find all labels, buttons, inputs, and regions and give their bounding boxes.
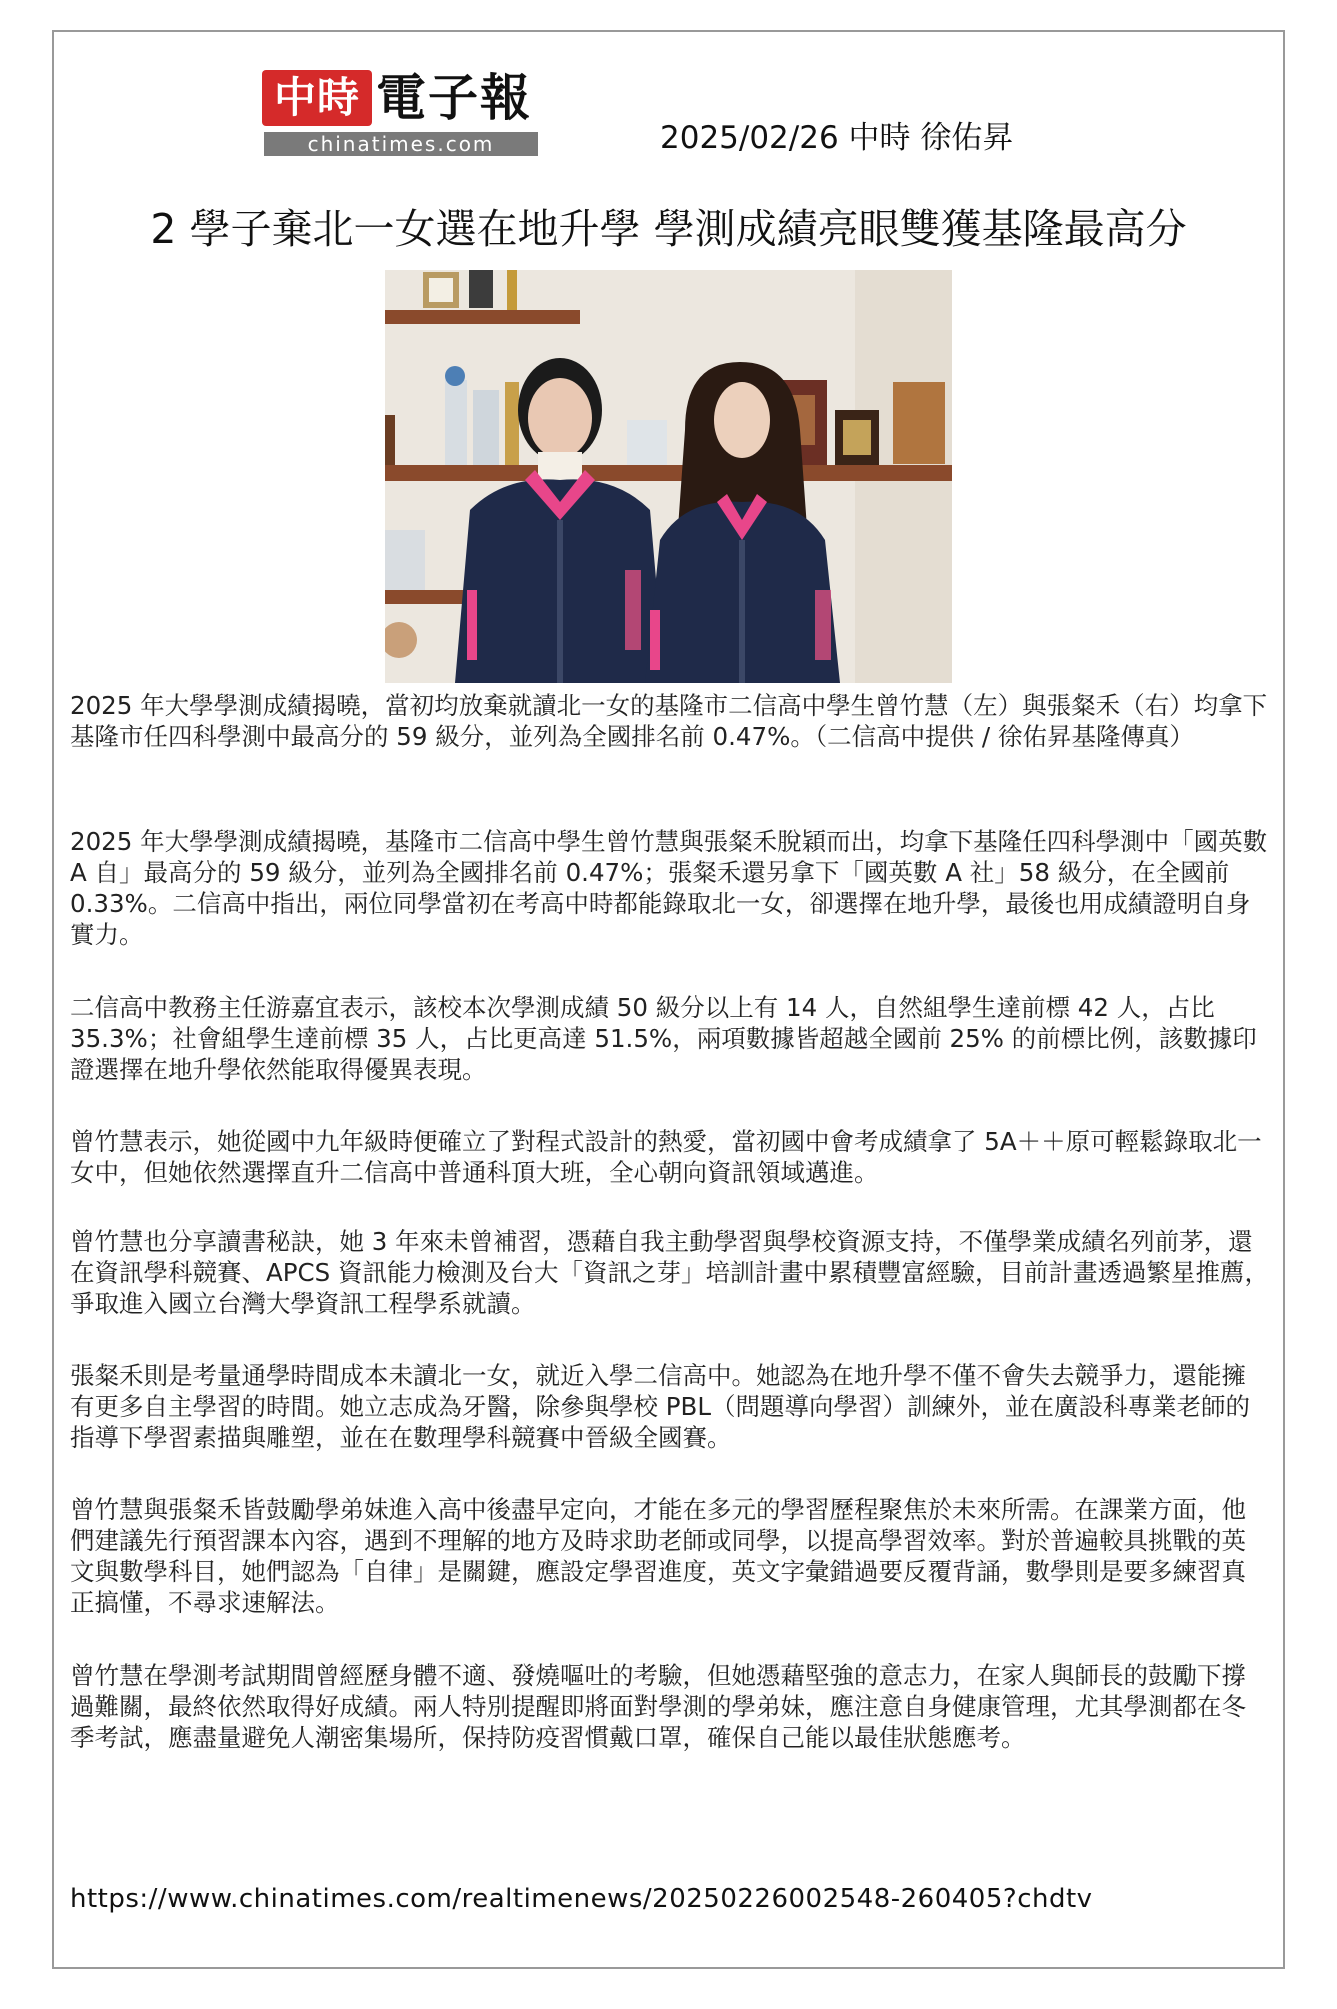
article-paragraph: 曾竹慧也分享讀書秘訣，她 3 年來未曾補習，憑藉自我主動學習與學校資源支持，不僅學業成績名列前茅，還在資訊學科競賽、APCS 資訊能力檢測及台大「資訊之芽」培訓計畫中累積豐富經驗，目前計畫透過繁星推薦，爭取進入國立台灣大學資訊工程學系就讀。 (70, 1227, 1269, 1318)
logo-title: 電子報 (376, 69, 532, 127)
logo-brand-mark: 中時 (262, 70, 372, 126)
dateline: 2025/02/26 中時 徐佑昇 (660, 120, 1014, 156)
source-url-link[interactable]: https://www.chinatimes.com/realtimenews/20250226002548-260405?chdtv (70, 1884, 1093, 1914)
article-photo (385, 270, 952, 683)
article-paragraph: 二信高中教務主任游嘉宜表示，該校本次學測成績 50 級分以上有 14 人，自然組學生達前標 42 人，占比 35.3%；社會組學生達前標 35 人，占比更高達 51.5%，兩項數據皆超越全國前 25% 的前標比例，該數據印證選擇在地升學依然能取得優異表現。 (70, 993, 1257, 1084)
logo-domain: chinatimes.com (264, 132, 538, 156)
photo-caption: 2025 年大學學測成績揭曉，當初均放棄就讀北一女的基隆市二信高中學生曾竹慧（左）與張粲禾（右）均拿下基隆市任四科學測中最高分的 59 級分，並列為全國排名前 0.47%。（二信高中提供 / 徐佑昇基隆傳真） (70, 691, 1268, 751)
article-paragraph: 2025 年大學學測成績揭曉，基隆市二信高中學生曾竹慧與張粲禾脫穎而出，均拿下基隆任四科學測中「國英數 A 自」最高分的 59 級分，並列為全國排名前 0.47%；張粲禾還另拿下「國英數 A 社」58 級分，在全國前 0.33%。二信高中指出，兩位同學當初在考高中時都能錄取北一女，卻選擇在地升學，最後也用成績證明自身實力。 (70, 827, 1268, 949)
article-paragraph: 曾竹慧在學測考試期間曾經歷身體不適、發燒嘔吐的考驗，但她憑藉堅強的意志力，在家人與師長的鼓勵下撐過難關，最終依然取得好成績。兩人特別提醒即將面對學測的學弟妹，應注意自身健康管理，尤其學測都在冬季考試，應盡量避免人潮密集場所，保持防疫習慣戴口罩，確保自己能以最佳狀態應考。 (70, 1661, 1246, 1752)
headline: 2 學子棄北一女選在地升學 學測成績亮眼雙獲基隆最高分 (150, 205, 1187, 253)
article-paragraph: 曾竹慧與張粲禾皆鼓勵學弟妹進入高中後盡早定向，才能在多元的學習歷程聚焦於未來所需。在課業方面，他們建議先行預習課本內容，遇到不理解的地方及時求助老師或同學，以提高學習效率。對於普遍較具挑戰的英文與數學科目，她們認為「自律」是關鍵，應設定學習進度，英文字彙錯過要反覆背誦，數學則是要多練習真正搞懂，不尋求速解法。 (70, 1495, 1246, 1617)
article-paragraph: 張粲禾則是考量通學時間成本未讀北一女，就近入學二信高中。她認為在地升學不僅不會失去競爭力，還能擁有更多自主學習的時間。她立志成為牙醫，除參與學校 PBL（問題導向學習）訓練外，並在廣設科專業老師的指導下學習素描與雕塑，並在在數理學科競賽中晉級全國賽。 (70, 1361, 1251, 1452)
article-paragraph: 曾竹慧表示，她從國中九年級時便確立了對程式設計的熱愛，當初國中會考成績拿了 5A＋＋原可輕鬆錄取北一女中，但她依然選擇直升二信高中普通科頂大班，全心朝向資訊領域邁進。 (70, 1127, 1262, 1187)
photo-two-students-icon (385, 270, 952, 683)
chinatimes-logo (262, 68, 540, 160)
